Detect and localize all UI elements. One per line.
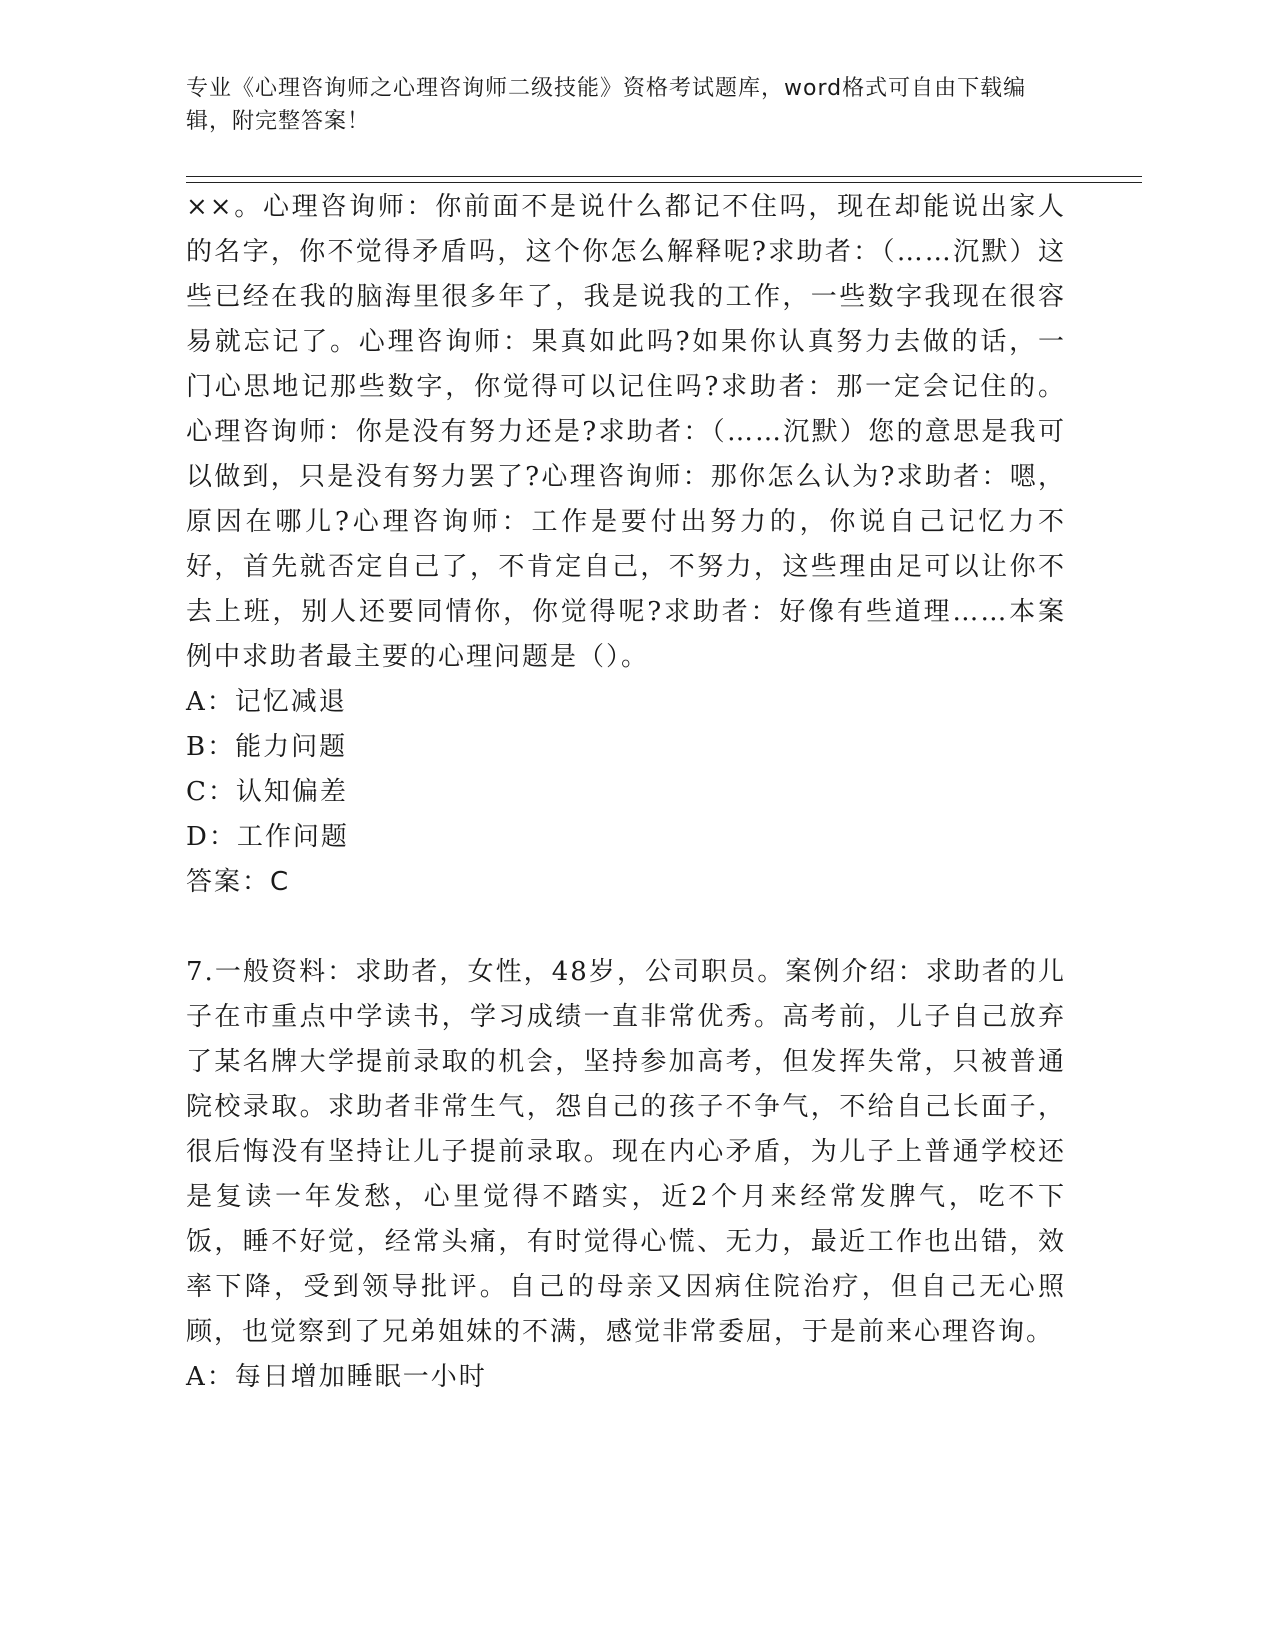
- header-divider-bottom: [186, 182, 1142, 183]
- question-6-text: ××。心理咨询师：你前面不是说什么都记不住吗，现在却能说出家人的名字，你不觉得矛盾吗，这个你怎么解释呢?求助者：（……沉默）这些已经在我的脑海里很多年了，我是说我的工作，一些数字我现在很容易就忘记了。心理咨询师：果真如此吗?如果你认真努力去做的话，一门心思地记那些数字，你觉得可以记住吗?求助者：那一定会记住的。心理咨询师：你是没有努力还是?求助者：（……沉默）您的意思是我可以做到，只是没有努力罢了?心理咨询师：那你怎么认为?求助者：嗯，原因在哪儿?心理咨询师：工作是要付出努力的，你说自己记忆力不好，首先就否定自己了，不肯定自己，不努力，这些理由足可以让你不去上班，别人还要同情你，你觉得呢?求助者：好像有些道理……本案例中求助者最主要的心理问题是（）。: [186, 192, 1066, 672]
- header-divider-top: [186, 176, 1142, 177]
- document-body: [186, 185, 1066, 1400]
- question-spacer: [186, 905, 1066, 950]
- question-7-text: 7.一般资料：求助者，女性，48岁，公司职员。案例介绍：求助者的儿子在市重点中学读书，学习成绩一直非常优秀。高考前，儿子自己放弃了某名牌大学提前录取的机会，坚持参加高考，但发挥失常，只被普通院校录取。求助者非常生气，怨自己的孩子不争气，不给自己长面子，很后悔没有坚持让儿子提前录取。现在内心矛盾，为儿子上普通学校还是复读一年发愁，心里觉得不踏实，近2个月来经常发脾气，吃不下饭，睡不好觉，经常头痛，有时觉得心慌、无力，最近工作也出错，效率下降，受到领导批评。自己的母亲又因病住院治疗，但自己无心照顾，也觉察到了兄弟姐妹的不满，感觉非常委屈，于是前来心理咨询。: [186, 957, 1066, 1347]
- question-6-option-a: A：记忆减退: [186, 687, 347, 717]
- question-7-option-a: A：每日增加睡眠一小时: [186, 1362, 487, 1392]
- question-6-option-d: D：工作问题: [186, 822, 349, 852]
- question-6-answer: 答案：C: [186, 867, 291, 897]
- document-header: 专业《心理咨询师之心理咨询师二级技能》资格考试题库，word格式可自由下载编辑，附完整答案！: [186, 76, 1027, 134]
- question-6-option-b: B：能力问题: [186, 732, 348, 762]
- question-6-option-c: C：认知偏差: [186, 777, 348, 807]
